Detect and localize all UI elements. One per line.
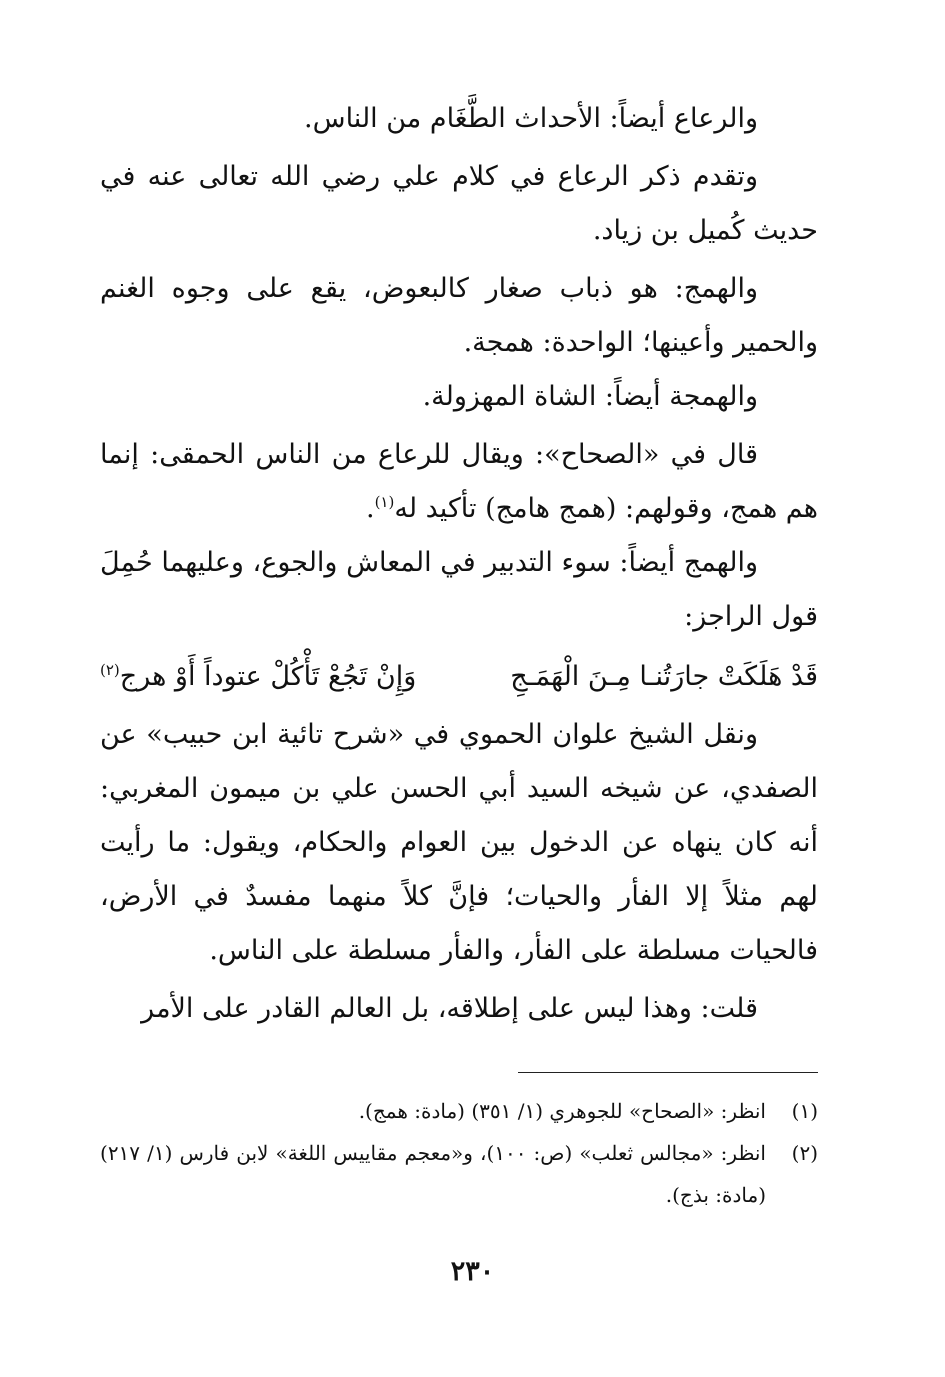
paragraph-5-text: قال في «الصحاح»: ويقال للرعاع من الناس الحمقى: إنما هم همج، وقولهم: (همج هامج) تأكيد له: [100, 439, 818, 524]
poetry-verse: [100, 648, 818, 706]
verse-second-hemistich: [100, 648, 416, 706]
paragraph-8: قلت: وهذا ليس على إطلاقه، بل العالم القادر على الأمر: [141, 993, 758, 1024]
footnote-ref-1: (١): [374, 493, 395, 511]
paragraph-1: والرعاع أيضاً: الأحداث الطَّغَام من الناس.: [304, 103, 758, 134]
footnote-number: (٢): [791, 1141, 818, 1165]
main-text: [100, 92, 818, 1036]
paragraph-5: [100, 428, 818, 536]
paragraph-2: وتقدم ذكر الرعاع في كلام علي رضي الله تعالى عنه في حديث كُميل بن زياد.: [100, 161, 818, 246]
paragraph-3: والهمج: هو ذباب صغار كالبعوض، يقع على وجوه الغنم والحمير وأعينها؛ الواحدة: همجة.: [100, 273, 818, 358]
footnote-number: (١): [791, 1099, 818, 1123]
footnote-1: [100, 1090, 818, 1132]
footnotes: [100, 1090, 818, 1216]
footnote-ref-2: (٢): [100, 661, 120, 679]
paragraph-6: والهمج أيضاً: سوء التدبير في المعاش والجوع، وعليهما حُمِلَ قول الراجز:: [100, 547, 818, 632]
verse-second-hemistich-text: وَإِنْ تَجُعْ تَأْكُلْ عتوداً أَوْ هرج: [119, 661, 417, 692]
footnote-text: انظر: «الصحاح» للجوهري (١/ ٣٥١) (مادة: همج).: [358, 1099, 766, 1123]
paragraph-4: والهمجة أيضاً: الشاة المهزولة.: [422, 381, 758, 412]
footnote-separator: [518, 1072, 818, 1073]
verse-first-hemistich: قَدْ هَلَكَتْ جارَتُنـا مِـنَ الْهَمَـجِ: [510, 661, 818, 692]
paragraph-5-end: .: [365, 493, 375, 524]
footnote-2: [100, 1132, 818, 1216]
page-number: ٢٣٠: [450, 1256, 495, 1287]
footnote-text: انظر: «مجالس ثعلب» (ص: ١٠٠)، و«معجم مقاييس اللغة» لابن فارس (١/ ٢١٧) (مادة: بذج).: [100, 1141, 766, 1207]
paragraph-7: ونقل الشيخ علوان الحموي في «شرح تائية ابن حبيب» عن الصفدي، عن شيخه السيد أبي الحسن علي بن ميمون المغربي: أنه كان ينهاه عن الدخول بين العوام والحكام، ويقول: ما رأيت لهم مثلاً إلا الفأر والحيات؛ فإنَّ كلاً منهما مفسدٌ في الأرض، فالحيات مسلطة على الفأر، والفأر مسلطة على الناس.: [100, 719, 818, 966]
